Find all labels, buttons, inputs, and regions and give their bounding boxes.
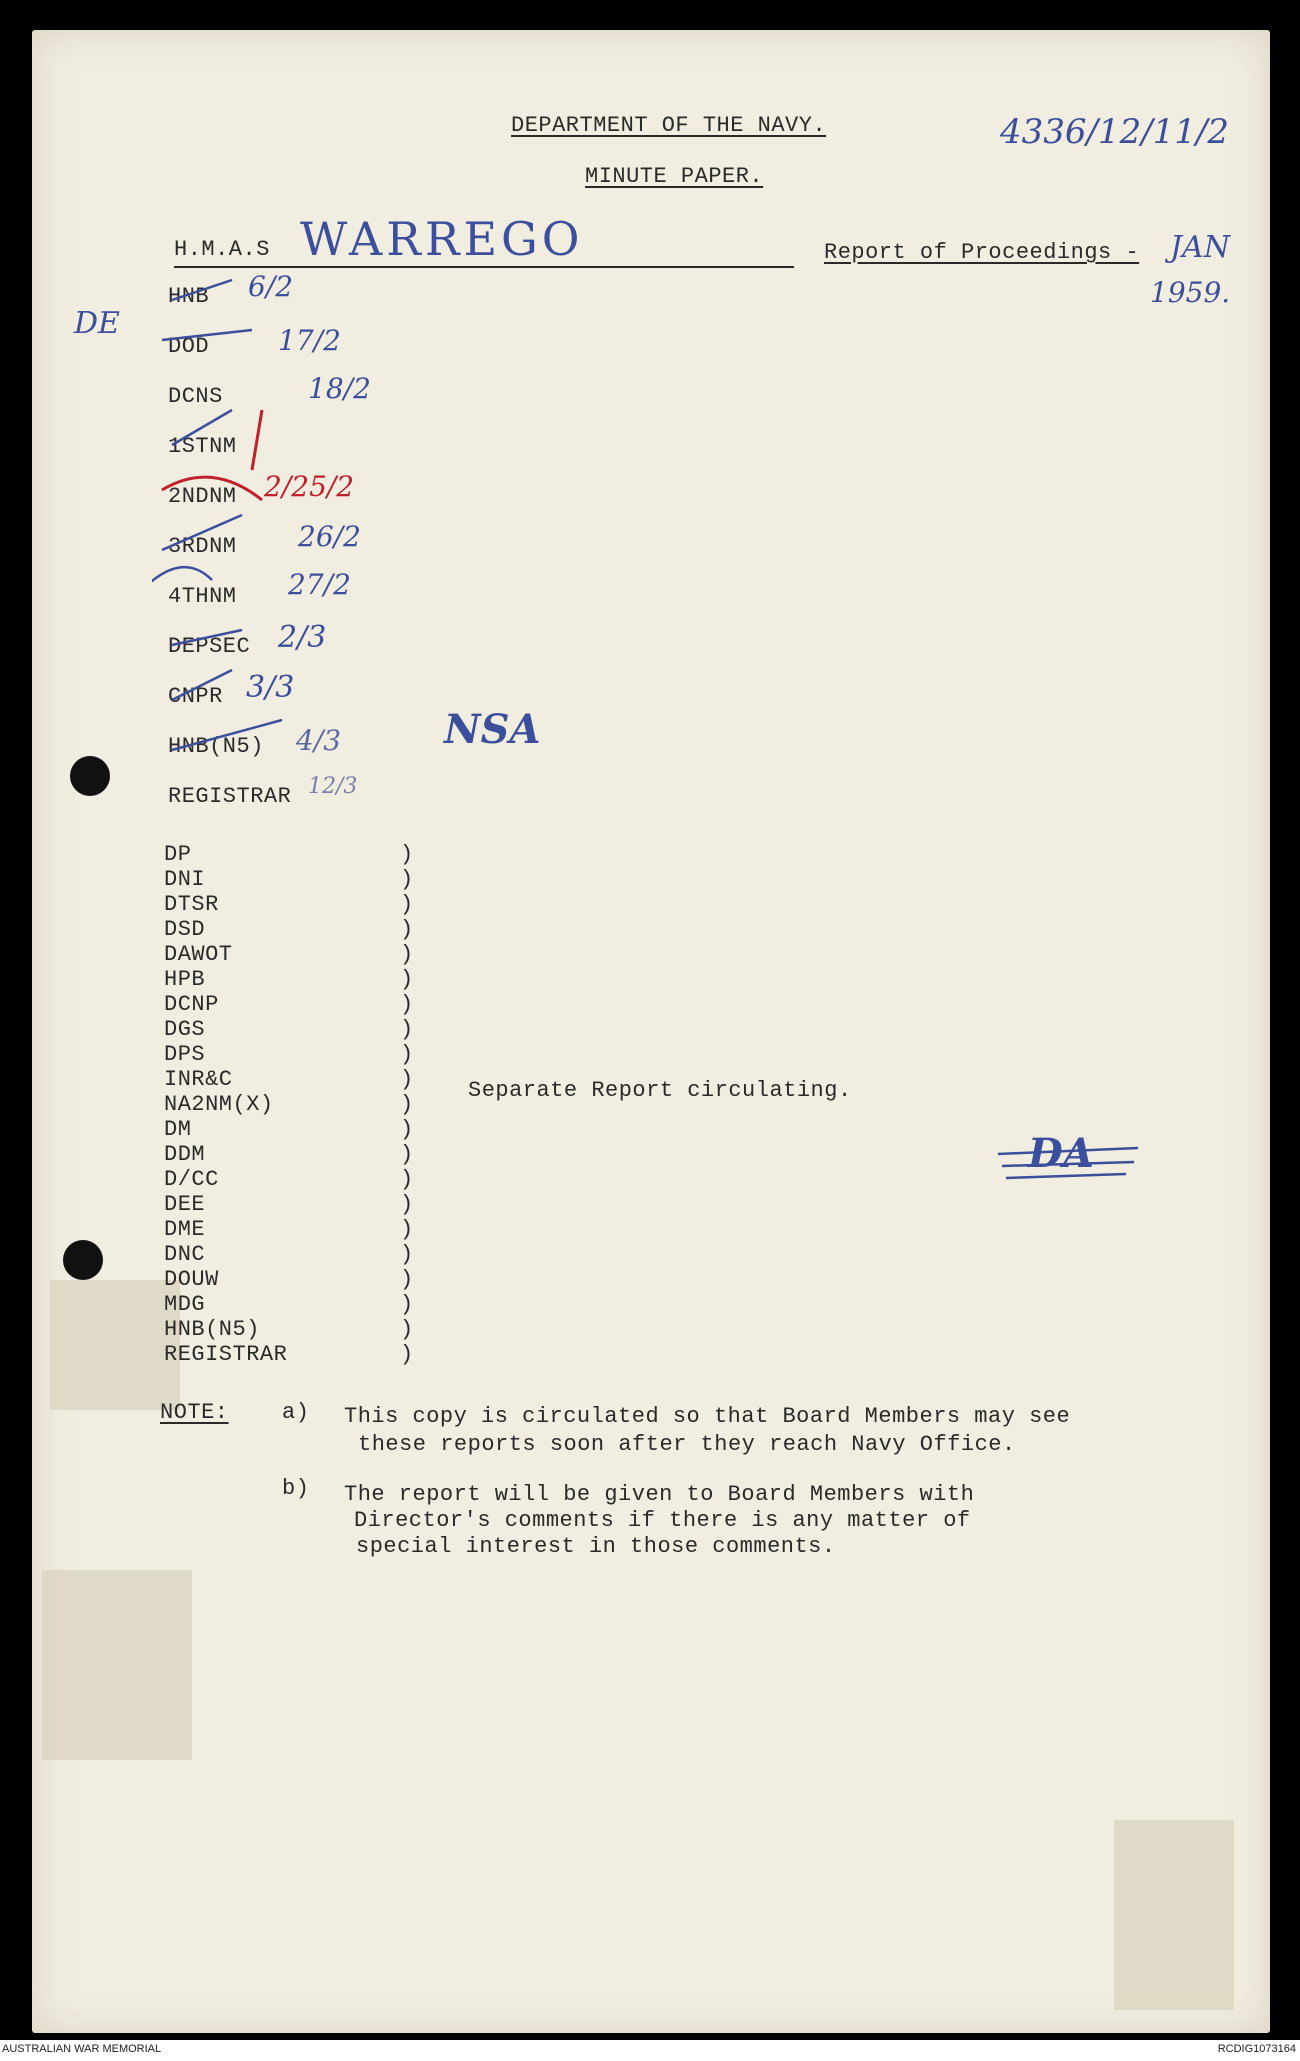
distribution-item: HNB(N5) [164, 1317, 260, 1342]
routing-initial: 2/25/2 [264, 470, 355, 503]
distribution-item: DP [164, 842, 192, 867]
nsa-initial-handwritten: NSA [444, 706, 541, 753]
distribution-item: DAWOT [164, 942, 233, 967]
routing-strike-marks [152, 260, 452, 780]
note-label: NOTE: [160, 1400, 229, 1425]
note-b-line1: The report will be given to Board Members with [344, 1482, 975, 1507]
punch-hole-lower [63, 1240, 103, 1280]
distribution-item: DM [164, 1117, 192, 1142]
routing-code: REGISTRAR [168, 784, 292, 809]
distribution-list [164, 842, 414, 1382]
distribution-item: DNC [164, 1242, 206, 1267]
routing-code: DEPSEC [168, 634, 251, 659]
department-title: DEPARTMENT OF THE NAVY. [511, 113, 827, 138]
year-handwritten: 1959. [1150, 276, 1231, 309]
distribution-item: DOUW [164, 1267, 219, 1292]
note-b-marker: b) [282, 1476, 310, 1501]
routing-initial: 12/3 [308, 774, 358, 799]
routing-code: 3RDNM [168, 534, 237, 559]
distribution-item: DGS [164, 1017, 206, 1042]
strike-cnpr [172, 670, 232, 700]
minute-paper-sheet [32, 30, 1270, 2033]
routing-initial: 18/2 [308, 372, 371, 405]
tape-residue-left-upper [50, 1280, 180, 1410]
struck-initial-group [998, 1130, 1138, 1190]
note-b-line3: special interest in those comments. [356, 1534, 836, 1559]
distribution-item: DTSR [164, 892, 219, 917]
month-handwritten: JAN [1170, 230, 1230, 265]
strike-depsec [172, 630, 242, 645]
margin-initial-handwritten: DE [74, 306, 120, 341]
distribution-item: HPB [164, 967, 206, 992]
distribution-item: DPS [164, 1042, 206, 1067]
distribution-item: DCNP [164, 992, 219, 1017]
routing-code: CNPR [168, 684, 223, 709]
note-a-marker: a) [282, 1400, 310, 1425]
footer-credit: AUSTRALIAN WAR MEMORIAL [2, 2043, 162, 2055]
distribution-item: DNI [164, 867, 206, 892]
distribution-item: DDM [164, 1142, 206, 1167]
ship-prefix: H.M.A.S [174, 237, 270, 262]
distribution-item: D/CC [164, 1167, 219, 1192]
routing-code: 4THNM [168, 584, 237, 609]
routing-initial: 4/3 [296, 724, 342, 757]
file-number-handwritten: 4336/12/11/2 [1000, 112, 1230, 152]
routing-initial: 3/3 [246, 670, 295, 705]
routing-code: 1STNM [168, 434, 237, 459]
strike-lines [998, 1130, 1138, 1190]
distribution-item: DEE [164, 1192, 206, 1217]
strike-2ndnm [162, 477, 262, 500]
tape-residue-left-lower [42, 1570, 192, 1760]
routing-initial: 6/2 [248, 270, 294, 303]
struck-initial-handwritten: DA [1028, 1130, 1094, 1177]
routing-initial: 27/2 [288, 568, 351, 601]
strike-1stnm [172, 410, 232, 445]
note-b-line2: Director's comments if there is any matter of [354, 1508, 971, 1533]
report-label: Report of Proceedings - [824, 240, 1140, 265]
distribution-item: INR&C [164, 1067, 233, 1092]
note-a-line2: these reports soon after they reach Navy Office. [358, 1432, 1016, 1457]
routing-code: 2NDNM [168, 484, 237, 509]
punch-hole-upper [70, 756, 110, 796]
distribution-item: DME [164, 1217, 206, 1242]
minute-paper-title: MINUTE PAPER. [585, 164, 764, 189]
distribution-item: REGISTRAR [164, 1342, 288, 1367]
separate-report-text: Separate Report circulating. [468, 1078, 852, 1103]
routing-code: HNB(N5) [168, 734, 264, 759]
strike-line-3 [1006, 1174, 1126, 1178]
strike-hnbn5 [172, 720, 282, 750]
ship-name-handwritten: WARREGO [300, 212, 584, 266]
strike-dod [162, 330, 252, 340]
footer-catalog-id: RCDIG1073164 [1217, 2043, 1296, 2055]
routing-code: DCNS [168, 384, 223, 409]
tape-residue-right-bottom [1114, 1820, 1234, 2010]
strike-hnb [172, 280, 232, 300]
note-a-line1: This copy is circulated so that Board Members may see [344, 1404, 1071, 1429]
strike-line-2 [1002, 1162, 1134, 1166]
strike-line-1 [998, 1148, 1138, 1154]
distribution-item: NA2NM(X) [164, 1092, 274, 1117]
routing-code: DOD [168, 334, 210, 359]
routing-initial: 17/2 [278, 324, 341, 357]
routing-code: HNB [168, 284, 210, 309]
distribution-item: DSD [164, 917, 206, 942]
strike-4thnm [152, 567, 212, 590]
routing-initial: 26/2 [298, 520, 361, 553]
bracket-parens: ) ) ) ) ) ) ) ) ) ) ) ) ) ) ) ) ) ) ) ) ) [400, 842, 414, 1367]
distribution-item: MDG [164, 1292, 206, 1317]
routing-initial: 2/3 [278, 620, 327, 655]
strike-2ndnm-tick [252, 410, 262, 470]
strike-3rdnm [162, 515, 242, 550]
